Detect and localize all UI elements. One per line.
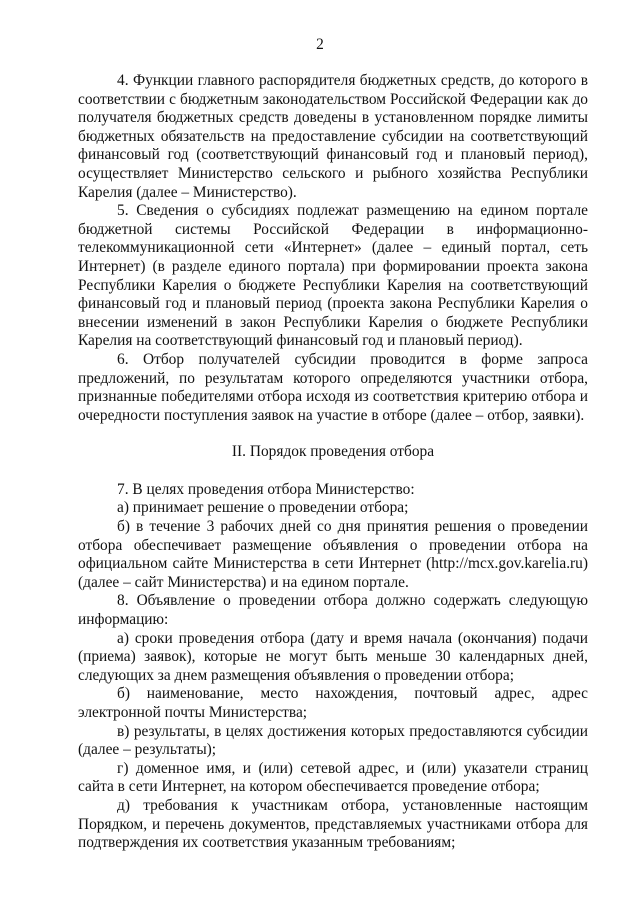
paragraph-5: 5. Сведения о субсидиях подлежат размещению на едином портале бюджетной системы Российской Федерации в информационно-телекоммуникационной сети «Интернет» (далее – единый портал, сеть Интернет) (в разделе единого портала) при формировании проекта закона Республики Карелия о бюджете Республики Карелия на соответствующий финансовый год и плановый период (проекта закона Республики Карелия о внесении изменений в закон Республики Карелия о бюджете Республики Карелия на соответствующий финансовый год и плановый период). [78, 202, 588, 350]
paragraph-8a: а) сроки проведения отбора (дату и время начала (окончания) подачи (приема) заявок), которые не могут быть меньше 30 календарных дней, следующих за днем размещения объявления о проведении отбора; [78, 629, 588, 684]
paragraph-6: 6. Отбор получателей субсидии проводится в форме запроса предложений, по результатам которого определяются участники отбора, признанные победителями отбора исходя из соответствия критерию отбора и очередности поступления заявок на участие в отборе (далее – отбор, заявки). [78, 350, 588, 424]
paragraph-8d: г) доменное имя, и (или) сетевой адрес, и (или) указатели страниц сайта в сети Интернет, на котором обеспечивается проведение отбора; [78, 759, 588, 796]
paragraph-7b: б) в течение 3 рабочих дней со дня принятия решения о проведении отбора обеспечивает размещение объявления о проведении отбора на официальном сайте Министерства в сети Интернет (http://mcx.gov.karelia.ru) (далее – сайт Министерства) и на едином портале. [78, 518, 588, 591]
document-body [78, 72, 588, 853]
paragraph-8c: в) результаты, в целях достижения которых предоставляются субсидии (далее – результаты); [78, 722, 588, 759]
paragraph-8b: б) наименование, место нахождения, почтовый адрес, адрес электронной почты Министерства; [78, 685, 588, 721]
paragraph-4: 4. Функции главного распорядителя бюджетных средств, до которого в соответствии с бюджетным законодательством Российской Федерации как до получателя бюджетных средств доведены в установленном порядке лимиты бюджетных обязательств на предоставление субсидии на соответствующий финансовый год (соответствующий финансовый год и плановый период), осуществляет Министерство сельского и рыбного хозяйства Республики Карелия (далее – Министерство). [78, 72, 588, 201]
paragraph-8: 8. Объявление о проведении отбора должно содержать следующую информацию: [78, 592, 588, 629]
paragraph-8e: д) требования к участникам отбора, установленные настоящим Порядком, и перечень документов, представляемых участниками отбора для подтверждения их соответствия указанным требованиям; [78, 796, 588, 852]
paragraph-7a: а) принимает решение о проведении отбора; [117, 499, 409, 517]
page-number: 2 [316, 36, 324, 53]
section-heading: II. Порядок проведения отбора [231, 443, 435, 461]
paragraph-7: 7. В целях проведения отбора Министерство: [117, 480, 415, 498]
